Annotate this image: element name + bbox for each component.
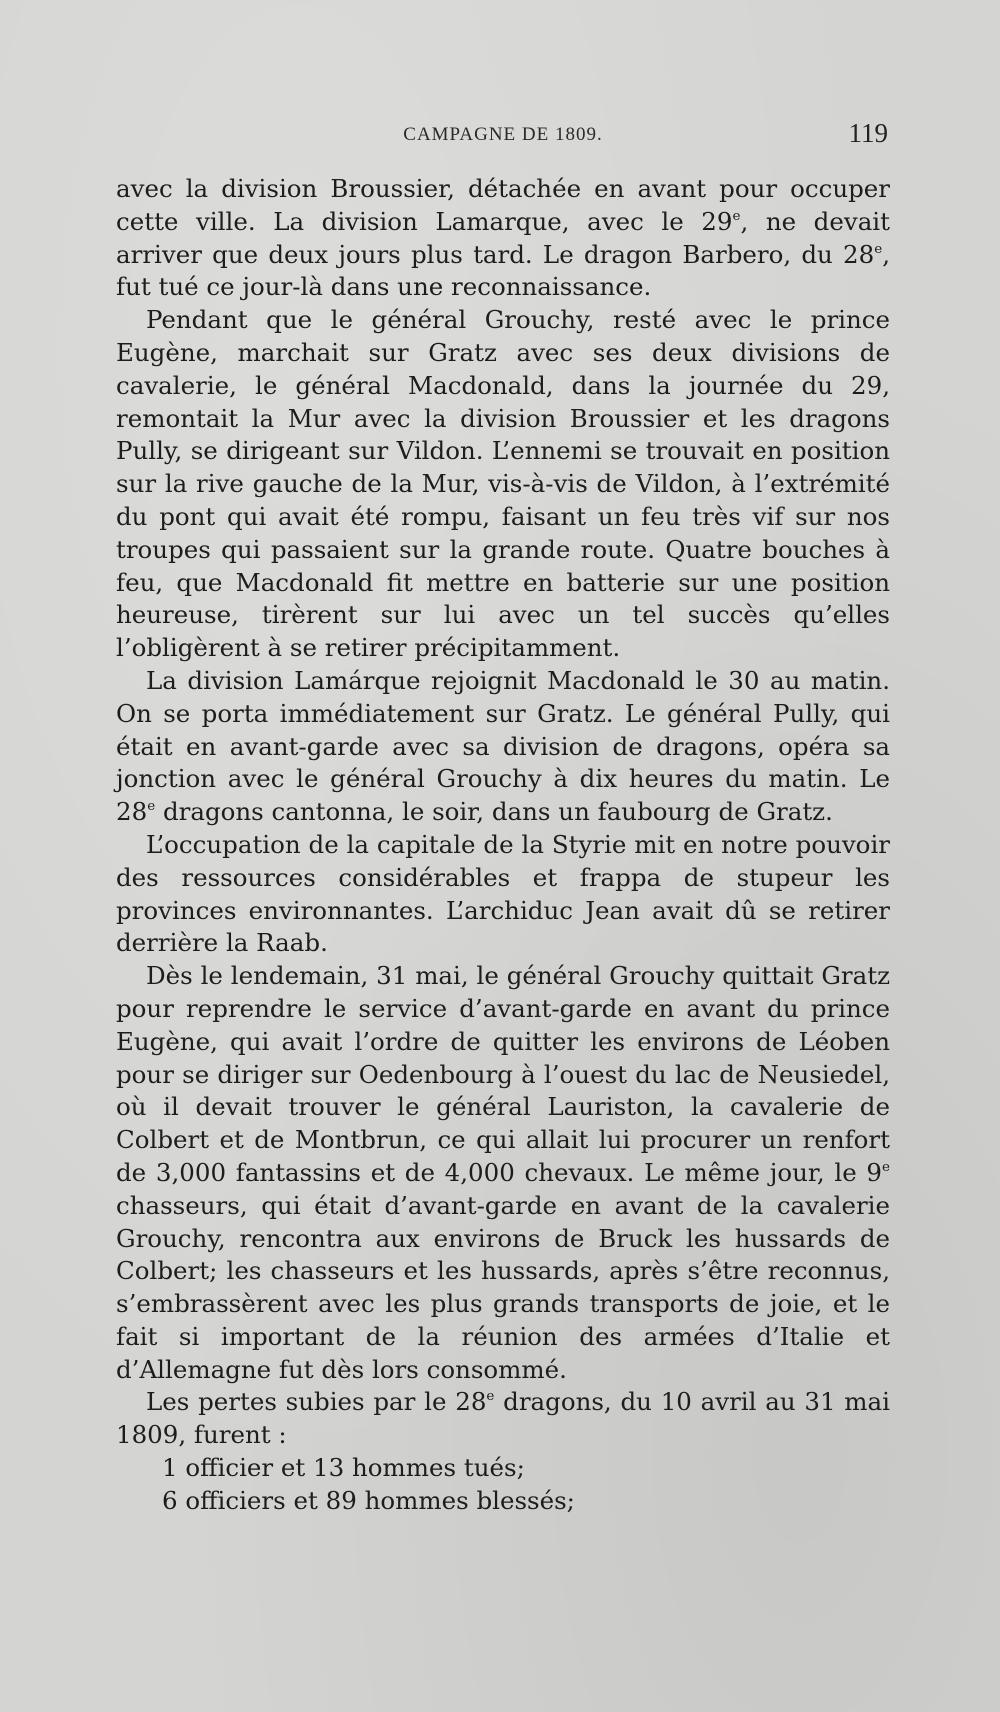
text-run: Pendant que le général Grouchy, resté avec le prince Eugène, marchait sur Gratz avec ses deux divisions de cavalerie, le général Macdonald, dans la journée du 29, remontait la Mur avec la division Broussier et les dragons Pully, se dirigeant sur Vildon. L’ennemi se trouvait en position sur la rive gauche de la Mur, vis-à-vis de Vildon, à l’extrémité du pont qui avait été rompu, faisant un feu très vif sur nos troupes qui passaient sur la grande route. Quatre bouches à feu, que Macdonald fit mettre en batterie sur une position heureuse, tirèrent sur lui avec un tel succès qu’elles l’obligèrent à se retirer précipitamment.: [116, 305, 890, 663]
text-run: dragons, du 10 avril au 31 mai 1809, furent :: [116, 1387, 890, 1450]
paragraph: [116, 1386, 890, 1452]
paragraph: [116, 829, 890, 960]
superscript: e: [486, 1388, 495, 1405]
superscript: e: [882, 1158, 890, 1175]
superscript: e: [732, 207, 741, 224]
text-run: Les pertes subies par le 28: [146, 1387, 487, 1417]
superscript: e: [874, 240, 883, 257]
losses-list-item: 6 officiers et 89 hommes blessés;: [162, 1485, 575, 1515]
text-run: L’occupation de la capitale de la Styrie mit en notre pouvoir des ressources considérables et frappa de stupeur les provinces environnantes. L’archiduc Jean avait dû se retirer derrière la Raab.: [116, 829, 890, 958]
text-run: Dès le lendemain, 31 mai, le général Grouchy quittait Gratz pour reprendre le service d’avant-garde en avant du prince Eugène, qui avait l’ordre de quitter les environs de Léoben pour se diriger sur Oedenbourg à l’ouest du lac de Neusiedel, où il devait trouver le général Lauriston, la cavalerie de Colbert et de Montbrun, ce qui allait lui procurer un renfort de 3,000 fantassins et de 4,000 chevaux. Le même jour, le 9: [116, 961, 890, 1187]
text-run: , ne devait arriver que deux jours plus tard. Le dragon Barbero, du 28: [116, 206, 890, 269]
text-run: chasseurs, qui était d’avant-garde en avant de la cavalerie Grouchy, rencontra aux environs de Bruck les hussards de Colbert; les chasseurs et les hussards, après s’être reconnus, s’embrassèrent avec les plus grands transports de joie, et le fait si important de la réunion des armées d’Italie et d’Allemagne fut dès lors consommé.: [116, 1190, 890, 1384]
body-text: [116, 173, 890, 1518]
paragraph: [116, 304, 890, 665]
paragraph: [116, 960, 890, 1386]
text-run: La division Lamárque rejoignit Macdonald le 30 au matin. On se porta immédiatement sur Gratz. Le général Pully, qui était en avant-garde avec sa division de dragons, opéra sa jonction avec le général Grouchy à dix heures du matin. Le 28: [116, 665, 890, 827]
page-number: 119: [848, 118, 888, 148]
paragraph: [116, 665, 890, 829]
text-run: , fut tué ce jour-là dans une reconnaissance.: [116, 239, 890, 302]
paragraph: [116, 173, 890, 304]
running-head: [118, 118, 888, 148]
text-run: avec la division Broussier, détachée en avant pour occuper cette ville. La division Lamarque, avec le 29: [116, 174, 890, 236]
superscript: e: [147, 798, 156, 815]
losses-list-item: 1 officier et 13 hommes tués;: [162, 1453, 525, 1483]
running-title: CAMPAGNE DE 1809.: [403, 124, 603, 145]
text-run: dragons cantonna, le soir, dans un faubourg de Gratz.: [155, 797, 833, 827]
